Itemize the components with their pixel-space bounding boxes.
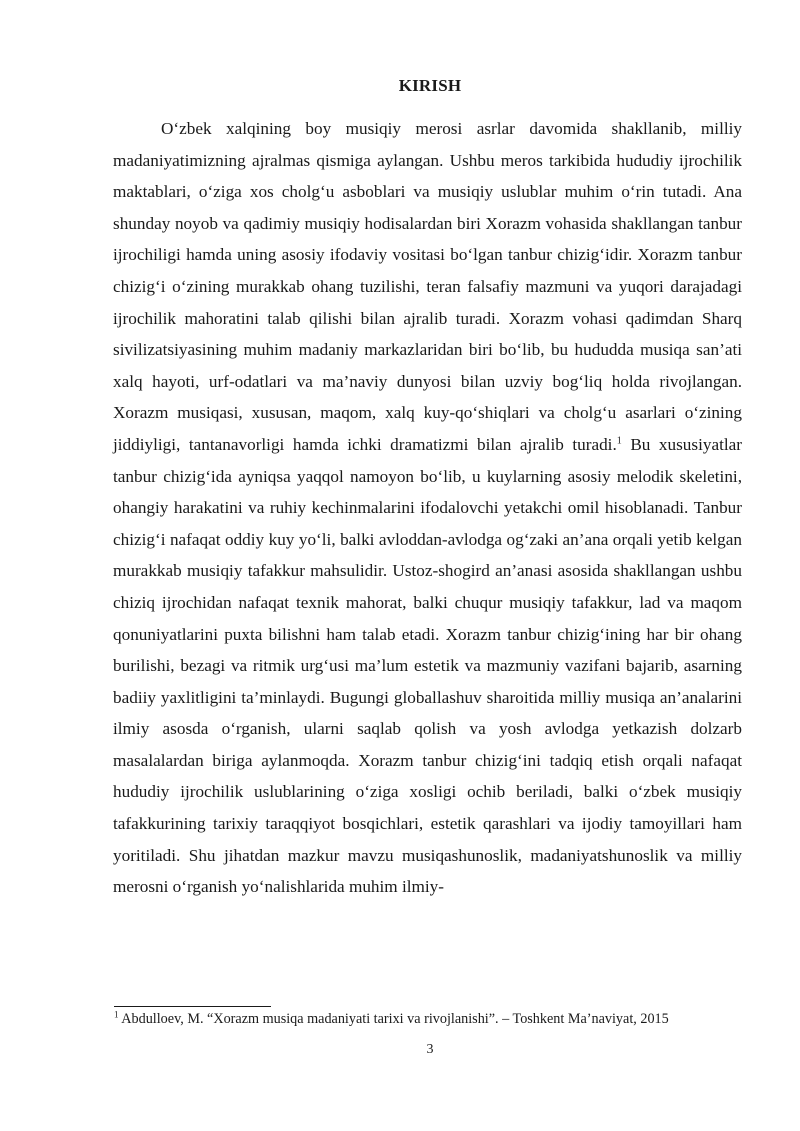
footnote-text: Abdulloev, M. “Xorazm musiqa madaniyati tarixi va rivojlanishi”. – Toshkent Ma’naviyat, 2015 — [118, 1011, 669, 1027]
footnote-reference[interactable]: 1 — [616, 435, 622, 447]
footnote-separator — [114, 1006, 271, 1007]
body-paragraph — [113, 113, 742, 903]
page-number: 3 — [426, 1042, 434, 1057]
paragraph-text-part-2: Bu xususiyatlar tanbur chizig‘ida ayniqsa yaqqol namoyon bo‘lib, u kuylarning asosiy melodik skeletini, ohangiy harakatini va ruhiy kechinmalarini ifodalovchi yetakchi omil hisoblanadi. Tanbur chizig‘i nafaqat oddiy kuy yo‘li, balki avloddan-avlodga og‘zaki an’ana orqali yetib kelgan murakkab musiqiy tafakkur mahsulidir. Ustoz-shogird an’anasi asosida shakllangan ushbu chiziq ijrochidan nafaqat texnik mahorat, balki chuqur musiqiy tafakkur, lad va maqom qonuniyatlarini puxta bilishni ham talab etadi. Xorazm tanbur chizig‘ining har bir ohang burilishi, bezagi va ritmik urg‘usi ma’lum estetik va mazmuniy vazifani bajarib, asarning badiiy yaxlitligini ta’minlaydi. Bugungi globallashuv sharoitida milliy musiqa an’analarini ilmiy asosda o‘rganish, ularni saqlab qolish va yosh avlodga yetkazish dolzarb masalalardan biriga aylanmoqda. Xorazm tanbur chizig‘ini tadqiq etish orqali nafaqat hududiy ijrochilik uslublarining o‘ziga xosligi ochib beriladi, balki o‘zbek musiqiy tafakkurining tarixiy taraqqiyot bosqichlari, estetik qarashlari va ijodiy tamoyillari ham yoritiladi. Shu jihatdan mazkur mavzu musiqashunoslik, madaniyatshunoslik va milliy merosni o‘rganish yo‘nalishlarida muhim ilmiy- — [113, 434, 742, 897]
paragraph-text-part-1: O‘zbek xalqining boy musiqiy merosi asrlar davomida shakllanib, milliy madaniyatimizning ajralmas qismiga aylangan. Ushbu meros tarkibida hududiy ijrochilik maktablari, o‘ziga xos cholg‘u asboblari va musiqiy uslublar muhim o‘rin tutadi. Ana shunday noyob va qadimiy musiqiy hodisalardan biri Xorazm vohasida shakllangan tanbur ijrochiligi hamda uning asosiy ifodaviy vositasi bo‘lgan tanbur chizig‘idir. Xorazm tanbur chizig‘i o‘zining murakkab ohang tuzilishi, teran falsafiy mazmuni va yuqori darajadagi ijrochilik mahoratini talab qilishi bilan ajralib turadi. Xorazm vohasi qadimdan Sharq sivilizatsiyasining muhim madaniy markazlaridan biri bo‘lib, bu hududda musiqa san’ati xalq hayoti, urf-odatlari va ma’naviy dunyosi bilan uzviy bog‘liq holda rivojlangan. Xorazm musiqasi, xususan, maqom, xalq kuy-qo‘shiqlari va cholg‘u asarlari o‘zining jiddiyligi, tantanavorligi hamda ichki dramatizmi bilan ajralib turadi. — [113, 119, 742, 454]
footnote-marker: 1 — [114, 1009, 119, 1020]
footnote — [114, 1010, 739, 1029]
section-heading: KIRISH — [398, 76, 462, 95]
